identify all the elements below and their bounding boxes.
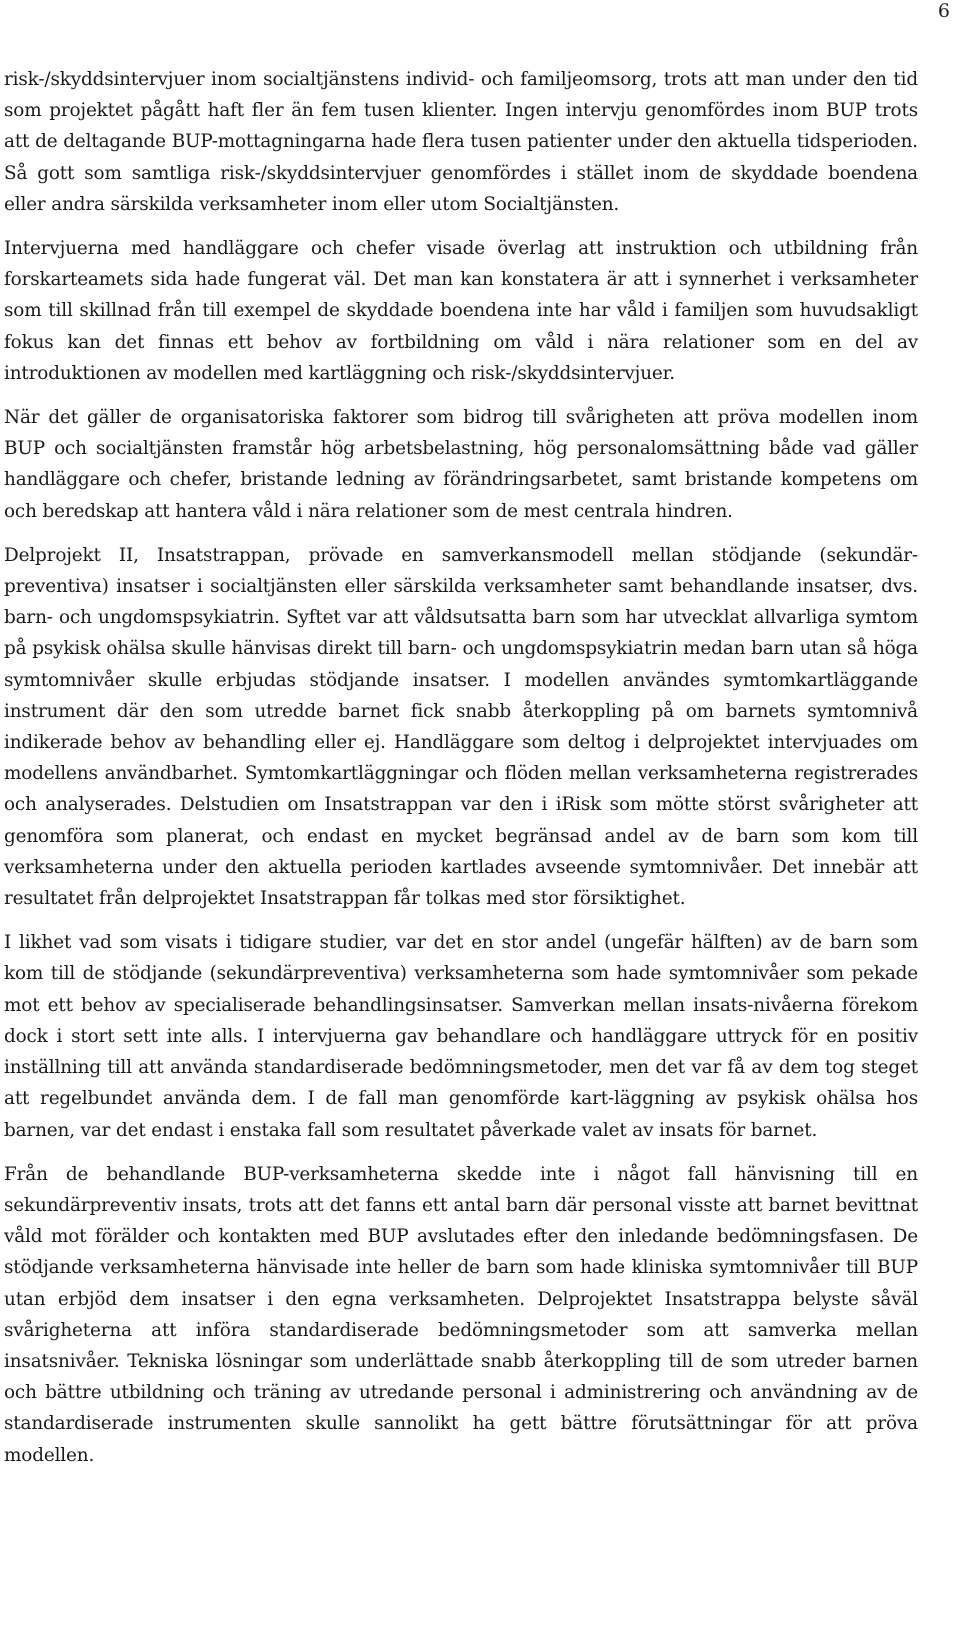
paragraph-3: När det gäller de organisatoriska faktorer som bidrog till svårigheten att pröva modellen inom BUP och socialtjänsten framstår hög arbetsbelastning, hög personalomsättning både vad gäller handläggare och chefer, bristande ledning av förändringsarbetet, samt bristande kompetens om och beredskap att hantera våld i nära relationer som de mest centrala hindren. [4, 407, 918, 522]
document-body [4, 64, 918, 1484]
paragraph-1: risk-/skyddsintervjuer inom socialtjänstens individ- och familjeomsorg, trots att man under den tid som projektet pågått haft fler än fem tusen klienter. Ingen intervju genomfördes inom BUP trots att de deltagande BUP-mottagningarna hade flera tusen patienter under den aktuella tidsperioden. Så gott som samtliga risk-/skyddsintervjuer genomfördes i stället inom de skyddade boendena eller andra särskilda verksamheter inom eller utom Socialtjänsten. [4, 69, 918, 215]
paragraph-2: Intervjuerna med handläggare och chefer visade överlag att instruktion och utbildning från forskarteamets sida hade fungerat väl. Det man kan konstatera är att i synnerhet i verksamheter som till skillnad från till exempel de skyddade boendena inte har våld i familjen som huvudsakligt fokus kan det finnas ett behov av fortbildning om våld i nära relationer som en del av introduktionen av modellen med kartläggning och risk-/skyddsintervjuer. [4, 238, 918, 384]
paragraph-5: I likhet vad som visats i tidigare studier, var det en stor andel (ungefär hälften) av de barn som kom till de stödjande (sekundärpreventiva) verksamheterna som hade symtomnivåer som pekade mot ett behov av specialiserade behandlingsinsatser. Samverkan mellan insats-nivåerna förekom dock i stort sett inte alls. I intervjuerna gav behandlare och handläggare uttryck för en positiv inställning till att använda standardiserade bedömningsmetoder, men det var få av dem tog steget att regelbundet använda dem. I de fall man genomförde kart-läggning av psykisk ohälsa hos barnen, var det endast i enstaka fall som resultatet påverkade valet av insats för barnet. [4, 932, 918, 1141]
page-number: 6 [937, 0, 950, 22]
paragraph-4: Delprojekt II, Insatstrappan, prövade en samverkansmodell mellan stödjande (sekundär-preventiva) insatser i socialtjänsten eller särskilda verksamheter samt behandlande insatser, dvs. barn- och ungdomspsykiatrin. Syftet var att våldsutsatta barn som har utvecklat allvarliga symtom på psykisk ohälsa skulle hänvisas direkt till barn- och ungdomspsykiatrin medan barn utan så höga symtomnivåer skulle erbjudas stödjande insatser. I modellen användes symtomkartläggande instrument där den som utredde barnet fick snabb återkoppling på om barnets symtomnivå indikerade behov av behandling eller ej. Handläggare som deltog i delprojektet intervjuades om modellens användbarhet. Symtomkartläggningar och flöden mellan verksamheterna registrerades och analyserades. Delstudien om Insatstrappan var den i iRisk som mötte störst svårigheter att genomföra som planerat, och endast en mycket begränsad andel av de barn som kom till verksamheterna under den aktuella perioden kartlades avseende symtomnivåer. Det innebär att resultatet från delprojektet Insatstrappan får tolkas med stor försiktighet. [4, 544, 918, 910]
paragraph-6: Från de behandlande BUP-verksamheterna skedde inte i något fall hänvisning till en sekundärpreventiv insats, trots att det fanns ett antal barn där personal visste att barnet bevittnat våld mot förälder och kontakten med BUP avslutades efter den inledande bedömningsfasen. De stödjande verksamheterna hänvisade inte heller de barn som hade kliniska symtomnivåer till BUP utan erbjöd dem insatser i den egna verksamheten. Delprojektet Insatstrappa belyste såväl svårigheterna att införa standardiserade bedömningsmetoder som att samverka mellan insatsnivåer. Tekniska lösningar som underlättade snabb återkoppling till de som utreder barnen och bättre utbildning och träning av utredande personal i administrering och användning av de standardiserade instrumenten skulle sannolikt ha gett bättre förutsättningar för att pröva modellen. [4, 1163, 918, 1466]
